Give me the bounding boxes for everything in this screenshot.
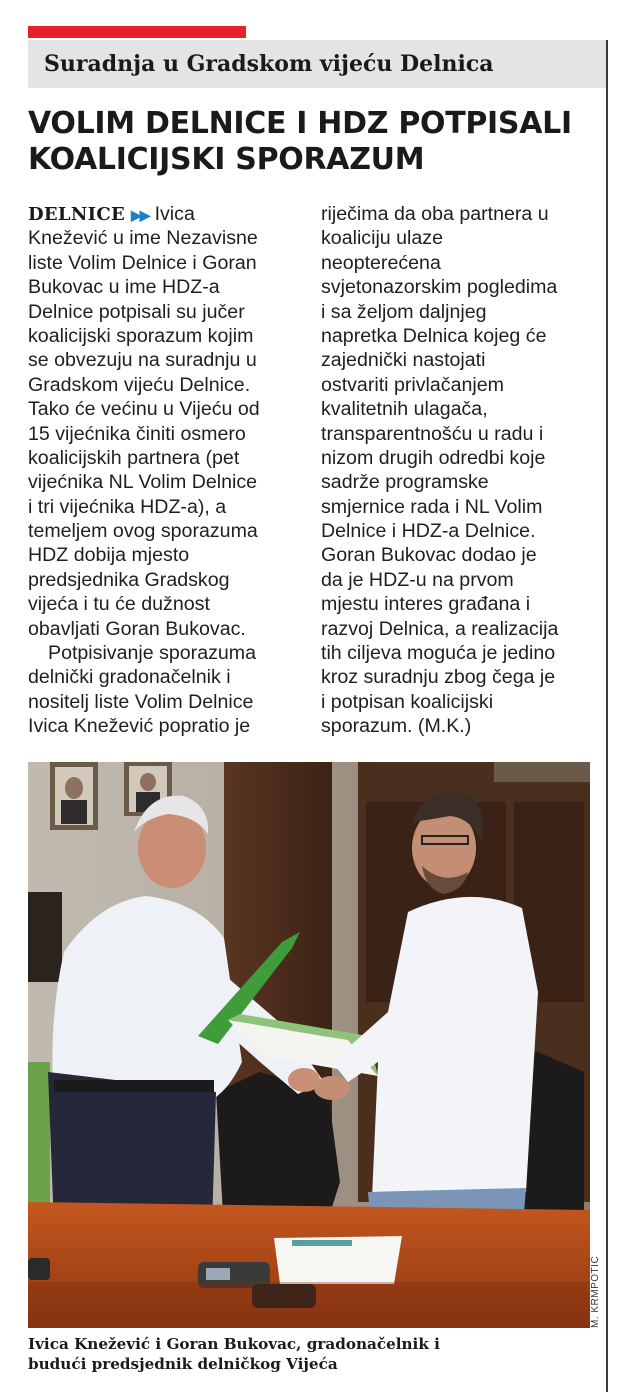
body-line: obavljati Goran Bukovac.: [28, 617, 246, 640]
body-line: delnički gradonačelnik i: [28, 666, 231, 689]
body-line: kroz suradnju zbog čega je: [321, 666, 556, 689]
body-line: sadrže programske: [321, 471, 489, 494]
body-line: 15 vijećnika činiti osmero: [28, 422, 246, 445]
headline-line: KOALICIJSKI SPORAZUM: [28, 142, 425, 177]
body-line: liste Volim Delnice i Goran: [28, 251, 257, 274]
body-line: vijećnika NL Volim Delnice: [28, 471, 258, 494]
body-line: HDZ dobija mjesto: [28, 544, 190, 567]
body-line: Gradskom vijeću Delnice.: [28, 373, 251, 396]
body-line: koalicijski sporazum kojim: [28, 324, 254, 347]
body-line: svjetonazorskim pogledima: [321, 276, 558, 299]
body-line: [28, 202, 296, 226]
body-line: vijeća i tu će dužnost: [28, 593, 210, 616]
caption-line: Ivica Knežević i Goran Bukovac, gradonačelnik i: [28, 1335, 440, 1353]
signing-ceremony-photo: [28, 762, 590, 1328]
body-line: i potpisan koalicijski: [321, 690, 494, 713]
body-line: Knežević u ime Nezavisne: [28, 227, 258, 250]
body-line: kvalitetnih ulagača,: [321, 398, 488, 421]
body-line: sporazum. (M.K.): [321, 715, 472, 738]
frame-right-rule: [606, 40, 608, 1392]
body-line: Bukovac u ime HDZ-a: [28, 276, 220, 299]
body-line: koalicijskih partnera (pet: [28, 446, 240, 469]
body-line: se obvezuju na suradnju u: [28, 349, 257, 372]
body-line: nizom drugih odredbi koje: [321, 446, 546, 469]
body-line: nositelj liste Volim Delnice: [28, 690, 254, 713]
kicker: Suradnja u Gradskom vijeću Delnica: [44, 51, 494, 77]
body-line: riječima da oba partnera u: [321, 203, 549, 225]
body-line: transparentnošću u radu i: [321, 422, 544, 445]
body-line: razvoj Delnica, a realizacija: [321, 617, 559, 640]
body-line: da je HDZ-u na prvom: [321, 568, 514, 591]
double-chevron-right-icon: ▶▶: [131, 207, 149, 223]
body-line: i sa željom daljnjeg: [321, 300, 487, 323]
body-line: Tako će većinu u Vijeću od: [28, 398, 260, 421]
body-line: smjernice rada i NL Volim: [321, 495, 543, 518]
article-photo: [28, 762, 590, 1328]
body-line: ostvariti privlačanjem: [321, 373, 504, 396]
body-column-right: [321, 202, 591, 739]
body-line: Delnice potpisali su jučer: [28, 300, 245, 323]
caption-line: budući predsjednik delničkog Vijeća: [28, 1355, 338, 1373]
body-line: Ivica Knežević popratio je: [28, 715, 251, 738]
photo-credit-text: M. KRMPOTIĆ: [590, 1255, 601, 1328]
photo-credit: [590, 1242, 604, 1328]
photo-caption: [28, 1334, 604, 1374]
body-text: Ivica: [154, 203, 195, 225]
body-line: predsjednika Gradskog: [28, 568, 230, 591]
body-line: Potpisivanje sporazuma: [48, 642, 257, 665]
headline-line: VOLIM DELNICE I HDZ POTPISALI: [28, 106, 572, 141]
body-line: Delnice i HDZ-a Delnice.: [321, 520, 536, 543]
body-line: neopterećena: [321, 251, 441, 274]
body-column-left: [28, 202, 296, 739]
body-line: temeljem ovog sporazuma: [28, 520, 258, 543]
body-line: koaliciju ulaze: [321, 227, 443, 250]
dateline: DELNICE: [28, 204, 126, 225]
body-line: napretka Delnica kojeg će: [321, 324, 547, 347]
body-line: mjestu interes građana i: [321, 593, 531, 616]
section-accent-bar: [28, 26, 246, 38]
kicker-band: [28, 40, 606, 88]
body-line: tih ciljeva moguća je jedino: [321, 642, 556, 665]
body-line: Goran Bukovac dodao je: [321, 544, 537, 567]
body-line: i tri vijećnika HDZ-a), a: [28, 495, 227, 518]
body-line: zajednički nastojati: [321, 349, 486, 372]
headline: [28, 106, 598, 178]
